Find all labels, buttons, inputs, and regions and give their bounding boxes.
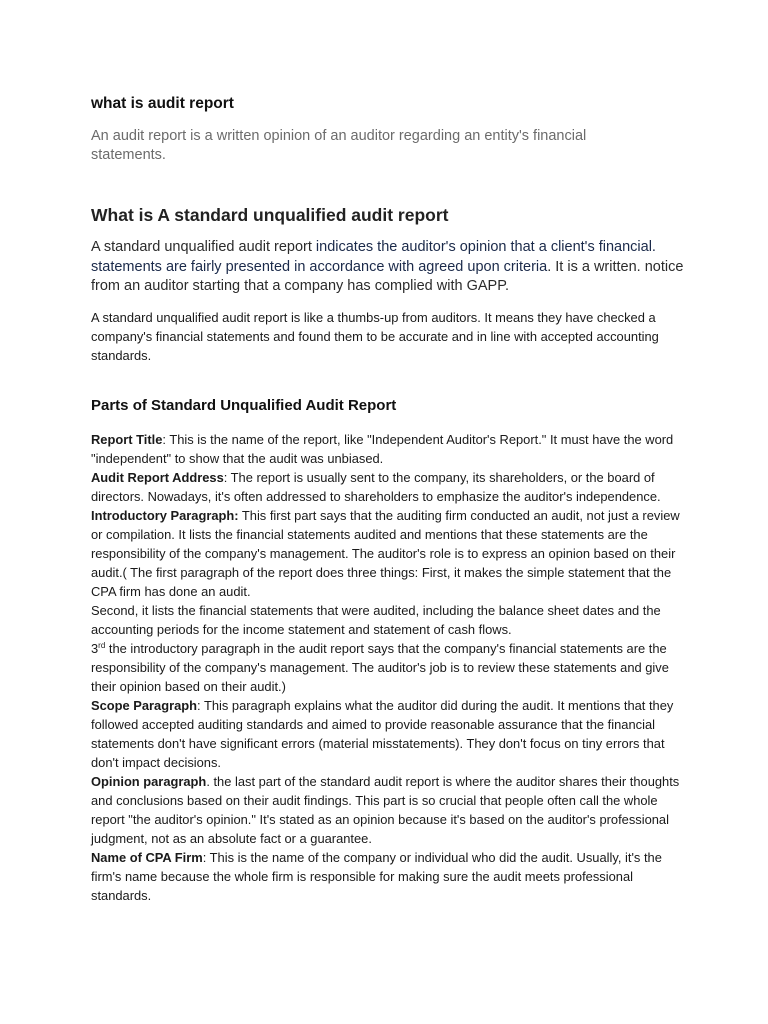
desc-cpa-firm: : This is the name of the company or individual who did the audit. Usually, it's the firm's name because the whole firm is responsible for making sure the audit meets professional standards. bbox=[91, 850, 662, 903]
part-report-title bbox=[91, 430, 691, 468]
term-opinion: Opinion paragraph bbox=[91, 774, 207, 789]
term-introductory: Introductory Paragraph: bbox=[91, 508, 239, 523]
third-num: 3 bbox=[91, 641, 99, 656]
term-cpa-firm: Name of CPA Firm bbox=[91, 850, 203, 865]
term-address: Audit Report Address bbox=[91, 470, 224, 485]
part-scope bbox=[91, 696, 691, 772]
third-text: the introductory paragraph in the audit report says that the company's financial statements are the responsibility of the company's management. The auditor's job is to review these statements and give their opinion based on their audit.) bbox=[91, 641, 669, 694]
part-introductory bbox=[91, 506, 691, 601]
part-opinion bbox=[91, 772, 691, 848]
heading-standard-unqualified: What is A standard unqualified audit report bbox=[91, 205, 449, 225]
third-sup: rd bbox=[98, 641, 106, 650]
standard-definition-paragraph bbox=[91, 238, 691, 297]
part-cpa-firm bbox=[91, 848, 691, 905]
desc-introductory: This first part says that the auditing firm conducted an audit, not just a review or compilation. It lists the financial statements audited and mentions that these statements are the responsibility of the company's management. The auditor's role is to express an opinion based on their audit.( The first paragraph of the report does three things: First, it makes the simple statement that the CPA firm has done an audit. bbox=[91, 508, 680, 599]
intro-paragraph: An audit report is a written opinion of an auditor regarding an entity's financial statements. bbox=[91, 128, 587, 163]
definition-highlight: indicates the auditor's opinion that a client's financial. statements are fairly presented in accordance with agreed upon criteria bbox=[91, 239, 656, 275]
definition-part-2: . It is a written. notice from an auditor starting that a company has complied with GAPP. bbox=[91, 258, 684, 294]
desc-scope: : This paragraph explains what the auditor did during the audit. It mentions that they followed accepted auditing standards and aimed to provide reasonable assurance that the financial statements don't have significant errors (material misstatements). They don't focus on tiny errors that don't impact decisions. bbox=[91, 698, 674, 770]
introductory-third bbox=[91, 639, 691, 696]
definition-part-1: A standard unqualified audit report bbox=[91, 239, 316, 255]
desc-address: : The report is usually sent to the company, its shareholders, or the board of directors. Nowadays, it's often addressed to shareholders to emphasize the auditor's independence. bbox=[91, 470, 661, 504]
term-report-title: Report Title bbox=[91, 432, 163, 447]
parts-section bbox=[91, 430, 691, 905]
desc-report-title: : This is the name of the report, like "Independent Auditor's Report." It must have the word "independent" to show that the audit was unbiased. bbox=[91, 432, 674, 466]
desc-opinion: . the last part of the standard audit report is where the auditor shares their thoughts and conclusions based on their audit findings. This part is so crucial that people often call the whole report "the auditor's opinion." It's stated as an opinion because it's based on the auditor's professional judgment, not as an absolute fact or a guarantee. bbox=[91, 774, 680, 846]
heading-parts: Parts of Standard Unqualified Audit Report bbox=[91, 397, 397, 414]
part-address bbox=[91, 468, 691, 506]
heading-what-is-audit-report: what is audit report bbox=[91, 95, 234, 112]
introductory-second: Second, it lists the financial statements that were audited, including the balance sheet dates and the accounting periods for the income statement and statement of cash flows. bbox=[91, 603, 661, 637]
thumbs-up-paragraph: A standard unqualified audit report is like a thumbs-up from auditors. It means they have checked a company's financial statements and found them to be accurate and in line with accepted accounting standards. bbox=[91, 310, 659, 363]
term-scope: Scope Paragraph bbox=[91, 698, 198, 713]
